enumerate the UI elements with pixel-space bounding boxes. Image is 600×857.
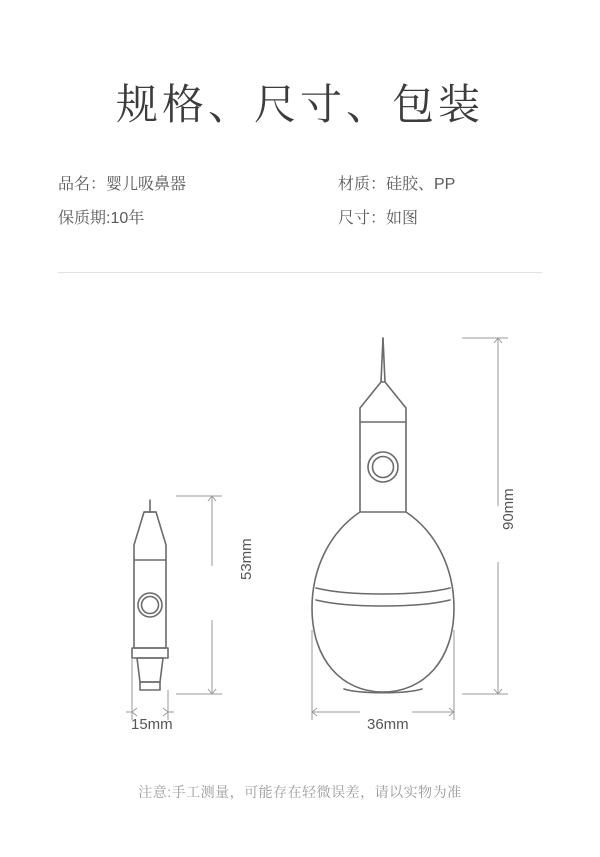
- spec-column-right: [338, 168, 455, 236]
- spec-item-product-name: 品名：婴儿吸鼻器: [58, 176, 187, 193]
- spec-item-size: 尺寸：如图: [338, 210, 419, 227]
- dimension-label-small-width: 15mm: [131, 716, 173, 733]
- section-divider: [58, 272, 542, 273]
- large-product-drawing: [312, 338, 454, 693]
- spec-item-material: 材质：硅胶、PP: [338, 176, 456, 193]
- product-dimension-figure: [0, 300, 600, 770]
- spec-item-shelf-life: 保质期:10年: [58, 210, 145, 227]
- dimension-label-large-height: 90mm: [500, 488, 517, 530]
- dimension-label-large-width: 36mm: [367, 716, 409, 733]
- dimension-label-small-height: 53mm: [238, 538, 255, 580]
- dimension-lines: [126, 338, 508, 720]
- page-title: 规格、尺寸、包装: [115, 81, 484, 128]
- small-product-drawing: [132, 500, 168, 690]
- measurement-note: 注意:手工测量，可能存在轻微误差，请以实物为准: [138, 784, 462, 800]
- spec-column-left: [58, 168, 186, 236]
